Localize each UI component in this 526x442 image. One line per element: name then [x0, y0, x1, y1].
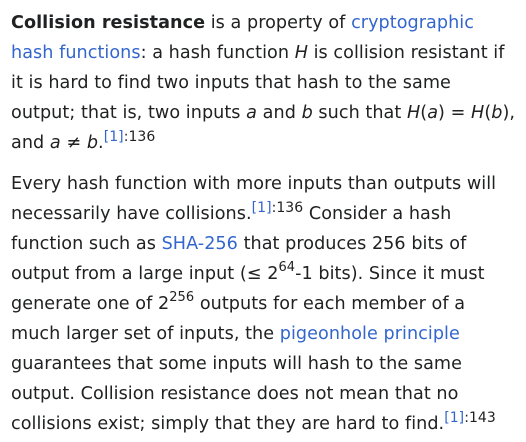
- math-equals: ) =: [438, 103, 472, 123]
- text-segment: and: [257, 103, 302, 123]
- citation-page: :143: [464, 410, 496, 426]
- link-sha-256[interactable]: SHA-256: [161, 234, 238, 254]
- math-H: H: [471, 103, 485, 123]
- paragraph-collision-resistance-definition: [11, 8, 517, 158]
- text-segment: : a hash function: [140, 43, 295, 63]
- text-segment: that produces 256 bits of output from a large input (≤ 2: [11, 234, 467, 284]
- math-var-b: b: [301, 103, 313, 123]
- text-segment: guarantees that some inputs will hash to the same output. Collision resistance does not mean that no collisions exist; simply that they are hard to find.: [11, 354, 462, 434]
- text-segment: .: [98, 133, 104, 153]
- math-var-a: a: [246, 103, 258, 123]
- math-paren: (: [420, 103, 428, 123]
- math-b: b: [491, 103, 503, 123]
- link-cryptographic-hash-functions[interactable]: cryptographic hash functions: [11, 13, 474, 63]
- math-b: b: [86, 133, 99, 153]
- link-pigeonhole-principle[interactable]: pigeonhole principle: [279, 324, 460, 344]
- math-H: H: [406, 103, 421, 123]
- citation-page: :136: [271, 200, 304, 216]
- citation-ref-3: [444, 410, 496, 426]
- citation-link-2[interactable]: [1]: [251, 200, 272, 216]
- text-segment: is collision resistant if it is hard to find two inputs that hash to the same output; that is, two inputs: [11, 43, 505, 123]
- math-not-equal: ≠: [60, 133, 87, 153]
- citation-link-3[interactable]: [1]: [444, 410, 465, 426]
- text-segment: Every hash function with more inputs than outputs will necessarily have collisions.: [11, 174, 497, 224]
- article-body: [11, 8, 517, 439]
- text-segment: Consider a hash function such as: [11, 204, 452, 254]
- paragraph-pigeonhole-explanation: [11, 169, 517, 439]
- text-segment: is a property of: [205, 13, 352, 33]
- bold-term-collision-resistance: Collision resistance: [11, 13, 206, 33]
- citation-page: :136: [123, 129, 156, 145]
- citation-ref-1: [104, 129, 156, 145]
- math-var-H: H: [294, 43, 308, 63]
- math-a: a: [49, 133, 61, 153]
- math-paren: (: [484, 103, 492, 123]
- math-a: a: [427, 103, 439, 123]
- text-segment: -1 bits). Since it must generate one of 2: [11, 264, 485, 314]
- text-segment: outputs for each member of a much larger set of inputs, the: [11, 294, 466, 344]
- text-segment: such that: [312, 103, 407, 123]
- citation-link-1[interactable]: [1]: [103, 129, 124, 145]
- exponent-64: 64: [278, 260, 296, 275]
- exponent-256: 256: [169, 290, 195, 305]
- text-segment: ), and: [11, 103, 516, 153]
- citation-ref-2: [252, 200, 304, 216]
